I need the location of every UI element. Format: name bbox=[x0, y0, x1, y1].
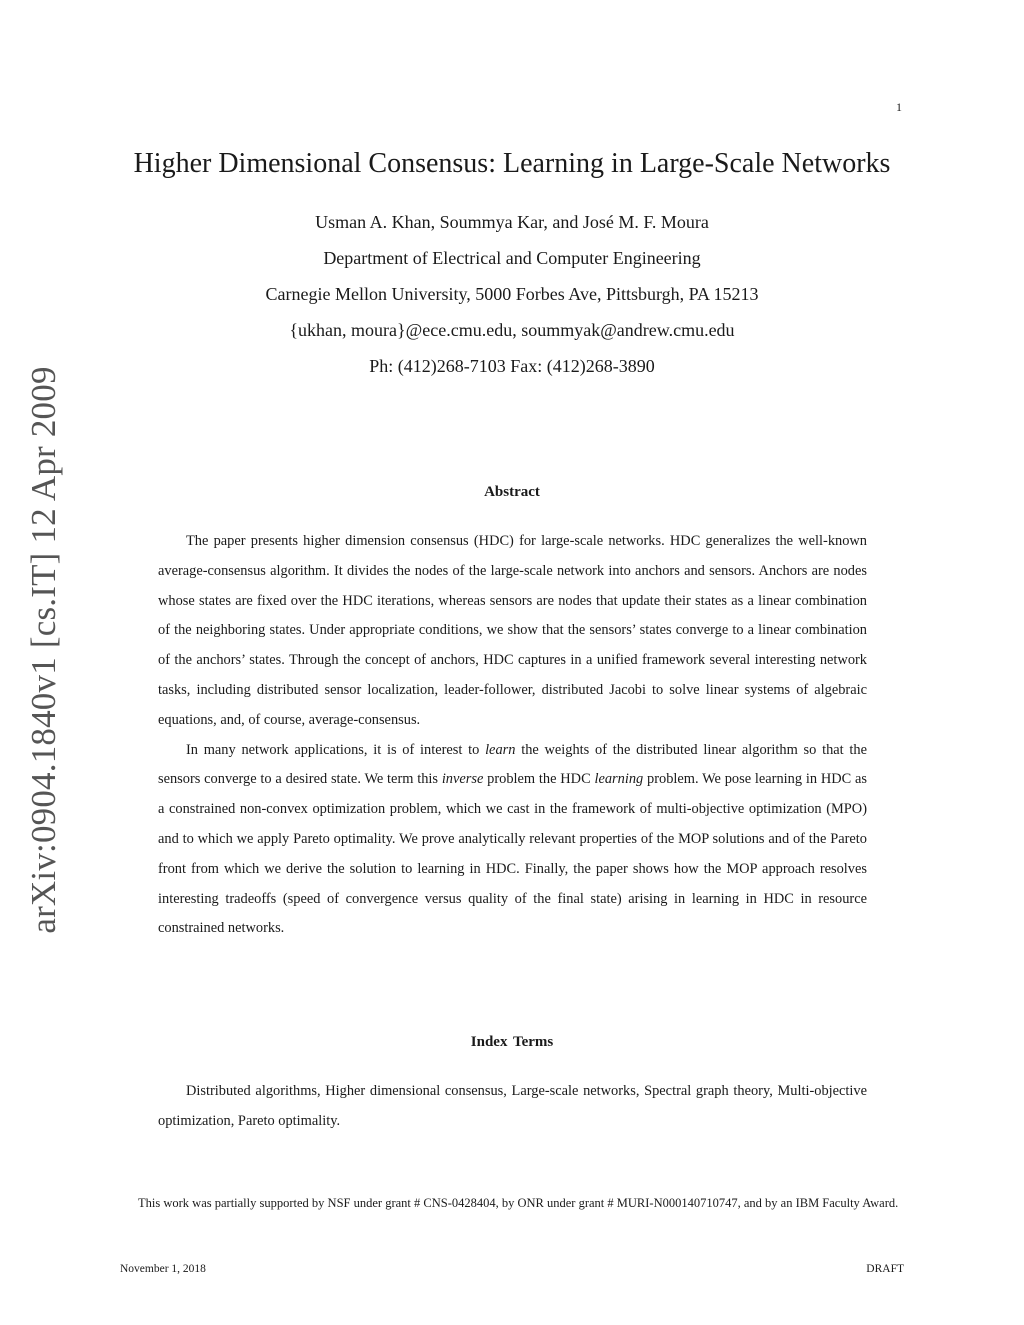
emphasis-learn: learn bbox=[485, 741, 516, 758]
abstract-p2-text-1: In many network applications, it is of interest to bbox=[186, 741, 486, 758]
abstract-p2-text-4: problem. We pose learning in HDC as a constrained non-convex optimization problem, which we cast in the framework of multi-objective optimization (MPO) and to which we apply Pareto optimality. We prove analytically relevant properties of the MOP solutions and of the Pareto front from which we derive the solution to learning in HDC. Finally, the paper shows how the MOP approach resolves interesting tradeoffs (speed of convergence versus quality of the final state) arising in learning in HDC in resource constrained networks. bbox=[158, 771, 867, 937]
page-number: 1 bbox=[896, 100, 902, 114]
footer-draft-label: DRAFT bbox=[866, 1263, 904, 1275]
paper-title: Higher Dimensional Consensus: Learning in Large-Scale Networks bbox=[133, 148, 891, 179]
emphasis-learning: learning bbox=[594, 771, 644, 788]
arxiv-identifier-stamp: arXiv:0904.1840v1 [cs.IT] 12 Apr 2009 bbox=[24, 366, 63, 934]
abstract-p2-text-2: the weights of the distributed linear algorithm so that the sensors converge to a desired state. We term this bbox=[158, 741, 867, 788]
index-terms-heading: Index Terms bbox=[470, 1034, 554, 1050]
abstract-body bbox=[158, 527, 867, 944]
author-names: Usman A. Khan, Soummya Kar, and José M. F. Moura bbox=[315, 212, 709, 232]
index-terms-text: Distributed algorithms, Higher dimensional consensus, Large-scale networks, Spectral graph theory, Multi-objective optimization, Pareto optimality. bbox=[158, 1083, 867, 1129]
abstract-p2-text-3: problem the HDC bbox=[483, 771, 595, 788]
author-phone-fax: Ph: (412)268-7103 Fax: (412)268-3890 bbox=[369, 356, 655, 376]
funding-footnote bbox=[120, 1195, 905, 1212]
abstract-heading: Abstract bbox=[484, 484, 540, 500]
emphasis-inverse: inverse bbox=[441, 771, 484, 788]
footer-date: November 1, 2018 bbox=[120, 1263, 206, 1275]
author-block bbox=[0, 208, 1024, 388]
author-emails: {ukhan, moura}@ece.cmu.edu, soummyak@andrew.cmu.edu bbox=[289, 320, 735, 340]
abstract-paragraph-2 bbox=[158, 736, 867, 945]
author-affiliation: Carnegie Mellon University, 5000 Forbes Ave, Pittsburgh, PA 15213 bbox=[265, 284, 759, 304]
abstract-paragraph-1: The paper presents higher dimension consensus (HDC) for large-scale networks. HDC generalizes the well-known average-consensus algorithm. It divides the nodes of the large-scale network into anchors and sensors. Anchors are nodes whose states are fixed over the HDC iterations, whereas sensors are nodes that update their states as a linear combination of the neighboring states. Under appropriate conditions, we show that the sensors’ states converge to a linear combination of the anchors’ states. Through the concept of anchors, HDC captures in a unified framework several interesting network tasks, including distributed sensor localization, leader-follower, distributed Jacobi to solve linear systems of algebraic equations, and, of course, average-consensus. bbox=[158, 533, 867, 728]
index-terms-body bbox=[158, 1077, 867, 1137]
funding-footnote-text: This work was partially supported by NSF under grant # CNS-0428404, by ONR under grant # MURI-N000140710747, and by an IBM Faculty Award. bbox=[138, 1196, 899, 1210]
author-department: Department of Electrical and Computer Engineering bbox=[323, 248, 701, 268]
